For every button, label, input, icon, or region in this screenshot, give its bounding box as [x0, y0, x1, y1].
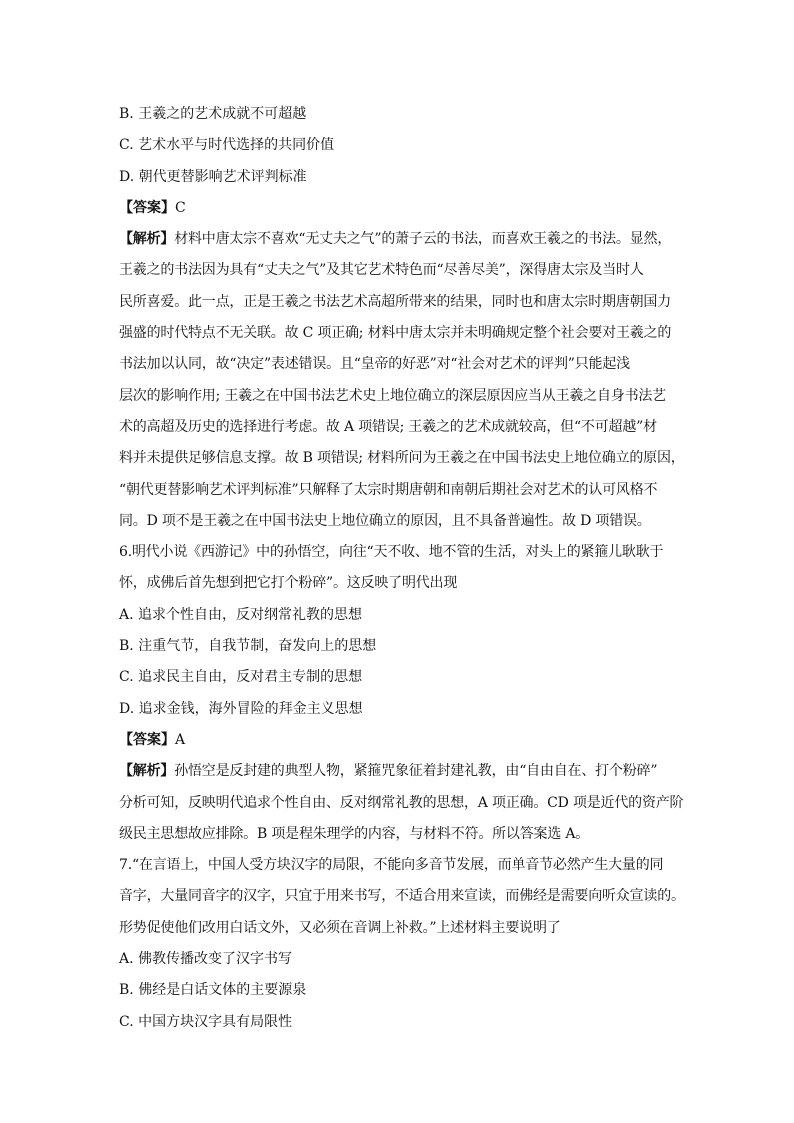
q7-stem-line: 7.“在言语上，中国人受方块汉字的局限，不能向多音节发展，而单音节必然产生大量的同	[119, 857, 664, 874]
q6-option-c: C. 追求民主自由，反对君主专制的思想	[119, 669, 363, 686]
q6-analysis-line	[119, 756, 679, 787]
q5-analysis-line: 民所喜爱。此一点，正是王羲之书法艺术高超所带来的结果，同时也和唐太宗时期唐朝国力	[119, 293, 671, 310]
analysis-tag: 【解析】	[119, 763, 175, 780]
answer-tag: 【答案】	[119, 731, 175, 748]
q7-option-b: B. 佛经是白话文体的主要源泉	[119, 982, 307, 999]
q5-analysis-line: 同。D 项不是王羲之在中国书法史上地位确立的原因，且不具备普遍性。故 D 项错误。	[119, 512, 651, 529]
q5-analysis-line: 层次的影响作用; 王羲之在中国书法艺术史上地位确立的深层原因应当从王羲之自身书法艺	[119, 387, 666, 404]
analysis-tag: 【解析】	[119, 231, 175, 248]
q5-option-d: D. 朝代更替影响艺术评判标准	[119, 168, 307, 185]
q6-analysis-line: 分析可知，反映明代追求个性自由、反对纲常礼教的思想，A 项正确。CD 项是近代的资产阶	[119, 794, 684, 811]
q6-stem-line: 6.明代小说《西游记》中的孙悟空，向往“天不收、地不管的生活，对头上的紧箍儿耿耿于	[119, 544, 664, 561]
q5-analysis-line: “朝代更替影响艺术评判标准”只解释了太宗时期唐朝和南朝后期社会对艺术的认可风格不	[119, 481, 658, 498]
document-page	[119, 99, 685, 1038]
q7-option-a: A. 佛教传播改变了汉字书写	[119, 951, 293, 968]
q7-option-c: C. 中国方块汉字具有局限性	[119, 1013, 293, 1030]
q6-stem-line: 怀，成佛后首先想到把它打个粉碎”。这反映了明代出现	[119, 575, 458, 592]
q6-analysis-line: 级民主思想故应排除。B 项是程朱理学的内容，与材料不符。所以答案选 A。	[119, 825, 590, 842]
q5-analysis-line: 术的高超及历史的选择进行考虑。故 A 项错误; 王羲之的艺术成就较高，但“不可超越”材	[119, 418, 657, 435]
q5-analysis-line: 强盛的时代特点不无关联。故 C 项正确; 材料中唐太宗并未明确规定整个社会要对王羲之的	[119, 325, 672, 342]
q6-option-b: B. 注重气节，自我节制，奋发向上的思想	[119, 638, 377, 655]
analysis-text: 孙悟空是反封建的典型人物，紧箍咒象征着封建礼教，由“自由自在、打个粉碎”	[174, 763, 658, 780]
q6-option-d: D. 追求金钱，海外冒险的拜金主义思想	[119, 700, 363, 717]
analysis-text: 材料中唐太宗不喜欢“无丈夫之气”的萧子云的书法，而喜欢王羲之的书法。显然，	[174, 231, 672, 248]
q6-answer	[119, 725, 679, 756]
q5-analysis-line: 料并未提供足够信息支撑。故 B 项错误; 材料所问为王羲之在中国书法史上地位确立的原因，	[119, 450, 685, 467]
q6-option-a: A. 追求个性自由，反对纲常礼教的思想	[119, 606, 363, 623]
answer-value: A	[175, 731, 186, 748]
q7-stem-line: 音字，大量同音字的汉字，只宜于用来书写，不适合用来宣读，而佛经是需要向听众宣读的。	[119, 888, 685, 905]
q5-analysis-line: 王羲之的书法因为具有“丈夫之气”及其它艺术特色而“尽善尽美”，深得唐太宗及当时人	[119, 262, 644, 279]
q5-answer	[119, 193, 679, 224]
answer-tag: 【答案】	[119, 199, 175, 216]
q5-option-b: B. 王羲之的艺术成就不可超越	[119, 106, 307, 122]
q5-option-c: C. 艺术水平与时代选择的共同价值	[119, 137, 335, 154]
q7-stem-line: 形势促使他们改用白话文外，又必须在音调上补救。”上述材料主要说明了	[119, 919, 561, 936]
answer-value: C	[175, 199, 186, 216]
q5-analysis-line	[119, 224, 679, 255]
q5-analysis-line: 书法加以认同，故“决定”表述错误。且“皇帝的好恶”对“社会对艺术的评判”只能起浅	[119, 356, 630, 373]
